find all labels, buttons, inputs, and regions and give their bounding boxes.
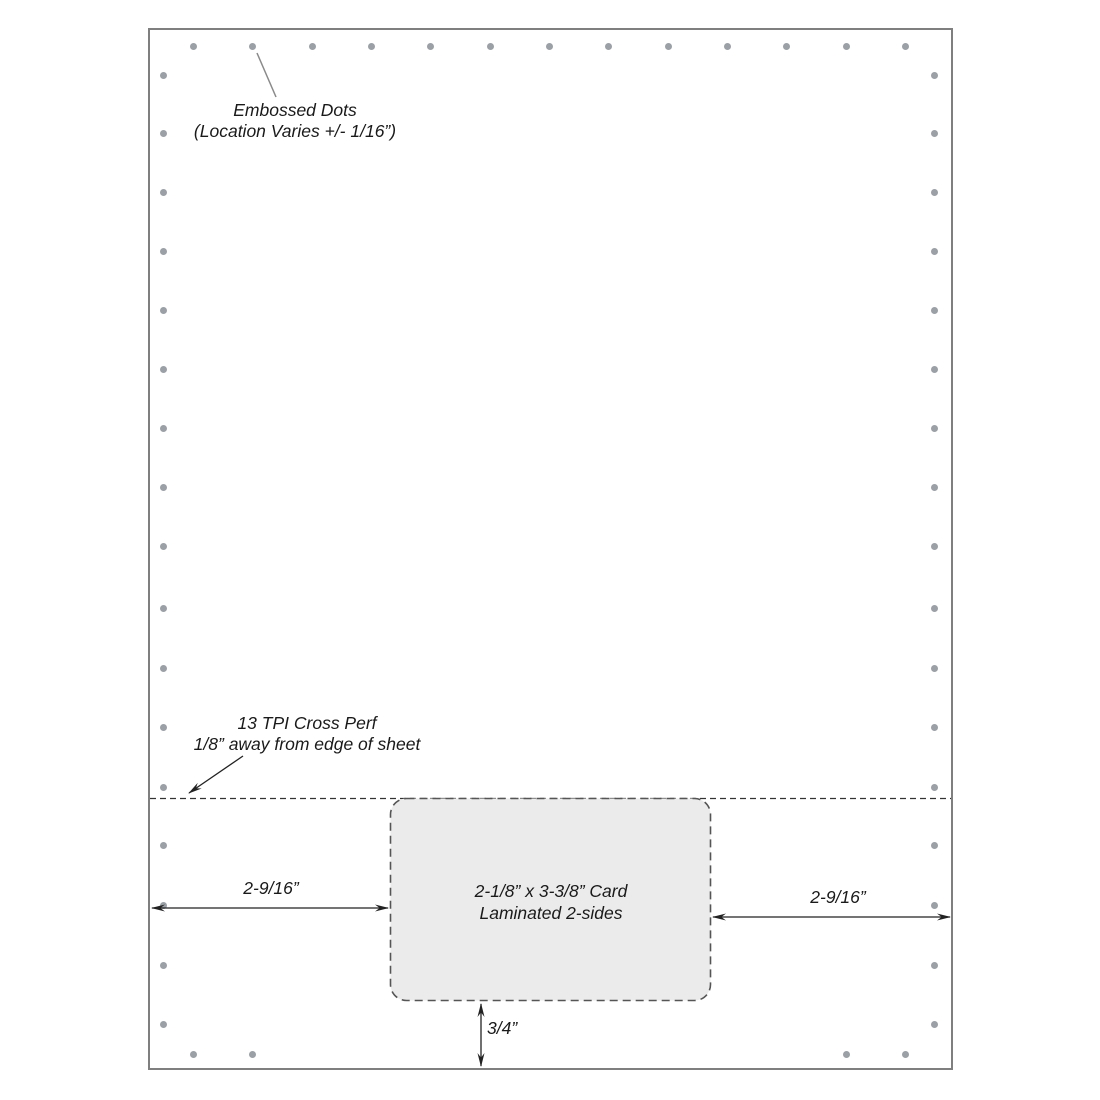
cross-perf-label [194, 713, 421, 755]
dimension-label-right: 2-9/16” [810, 887, 866, 907]
dimension-label-bottom: 3/4” [487, 1018, 518, 1038]
card-label-line2: Laminated 2-sides [479, 903, 623, 923]
cross-perf-label-line1: 13 TPI Cross Perf [237, 713, 377, 733]
cross-perf-label-line2: 1/8” away from edge of sheet [193, 734, 421, 754]
card-label [475, 880, 628, 924]
embossed-dots-label [194, 100, 396, 142]
card-label-line1: 2-1/8” x 3-3/8” Card [474, 881, 628, 901]
dimension-label-left: 2-9/16” [243, 878, 299, 898]
embossed-dots-leader-line [257, 53, 276, 97]
embossed-dots-label-line1: Embossed Dots [233, 100, 357, 120]
embossed-dots-label-line2: (Location Varies +/- 1/16”) [193, 121, 397, 141]
cross-perf-pointer-arrow [189, 756, 243, 793]
